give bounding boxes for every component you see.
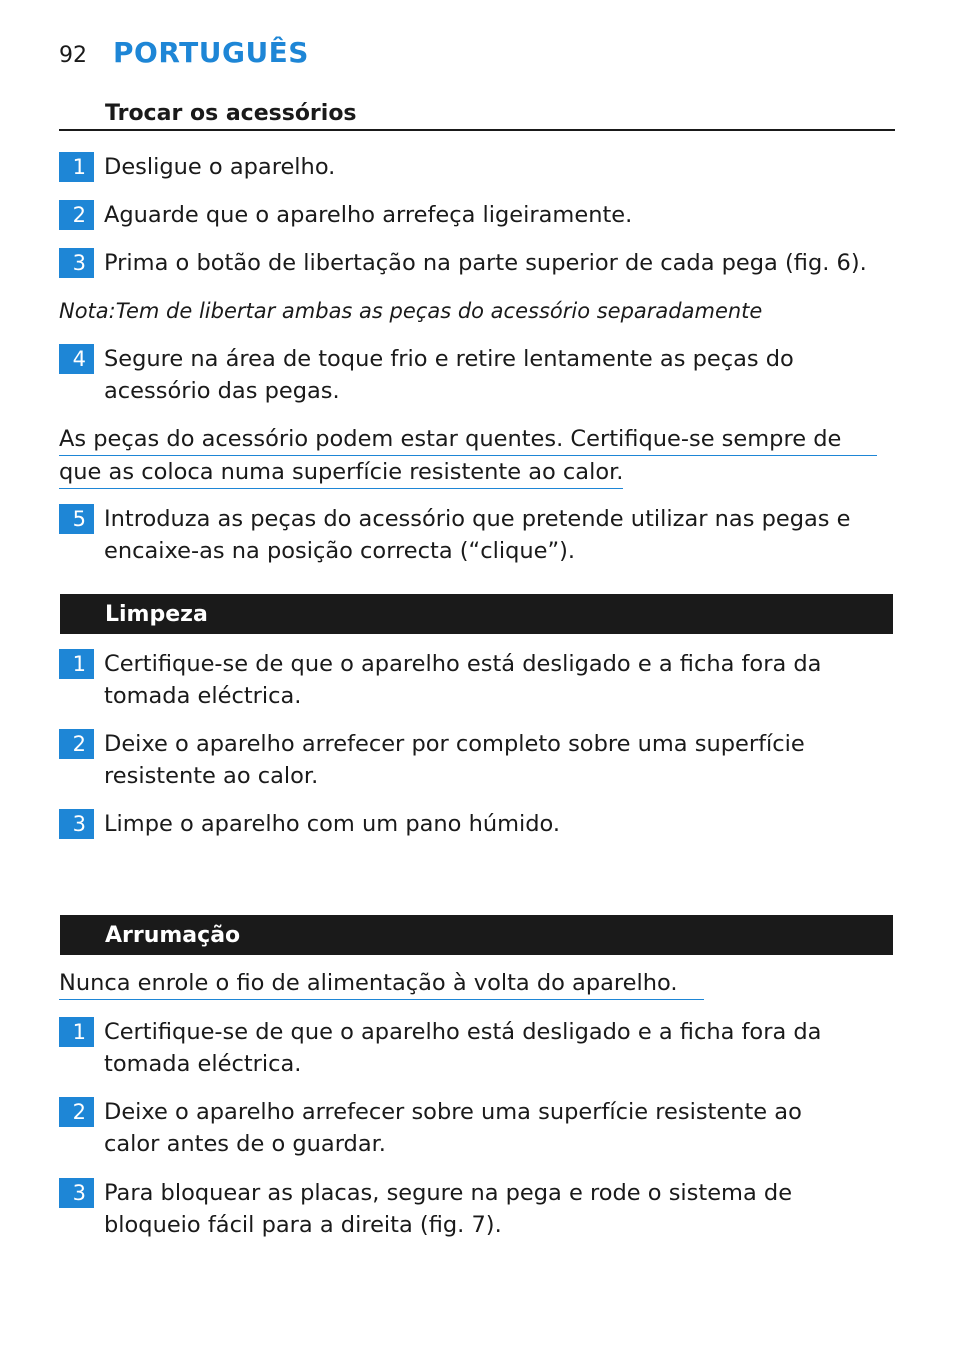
page-number: 92 bbox=[59, 43, 87, 68]
step-line: calor antes de o guardar. bbox=[104, 1131, 386, 1157]
replace-step-3 bbox=[59, 247, 895, 279]
page-header bbox=[59, 36, 309, 70]
step-text: Aguarde que o aparelho arrefeça ligeiramente. bbox=[104, 202, 633, 228]
cleaning-step-3 bbox=[59, 808, 895, 840]
step-text bbox=[104, 648, 821, 712]
warning-cord bbox=[59, 967, 704, 1000]
step-text: Limpe o aparelho com um pano húmido. bbox=[104, 811, 561, 837]
step-text bbox=[104, 1016, 821, 1080]
step-line: Segure na área de toque frio e retire lentamente as peças do bbox=[104, 346, 794, 372]
step-text bbox=[104, 503, 850, 567]
replace-step-5 bbox=[59, 503, 895, 567]
step-number: 2 bbox=[59, 729, 94, 759]
replace-step-2 bbox=[59, 199, 895, 231]
step-text bbox=[104, 343, 794, 407]
section-title-replace-accessories: Trocar os acessórios bbox=[59, 101, 895, 131]
warning-line: As peças do acessório podem estar quentes. Certifique-se sempre de bbox=[59, 424, 877, 456]
step-number: 2 bbox=[59, 1097, 94, 1127]
storage-step-1 bbox=[59, 1016, 895, 1080]
step-text: Desligue o aparelho. bbox=[104, 154, 336, 180]
step-text bbox=[104, 1177, 792, 1241]
cleaning-step-2 bbox=[59, 728, 895, 792]
replace-step-4 bbox=[59, 343, 895, 407]
step-text bbox=[104, 1096, 802, 1160]
section-bar-cleaning: Limpeza bbox=[60, 594, 893, 634]
step-number: 1 bbox=[59, 1017, 94, 1047]
note-text: Nota:Tem de libertar ambas as peças do acessório separadamente bbox=[59, 299, 763, 323]
step-line: acessório das pegas. bbox=[104, 378, 340, 404]
warning-line: que as coloca numa superfície resistente ao calor. bbox=[59, 457, 623, 489]
step-line: tomada eléctrica. bbox=[104, 683, 302, 709]
step-number: 2 bbox=[59, 200, 94, 230]
step-number: 1 bbox=[59, 649, 94, 679]
replace-step-1 bbox=[59, 151, 895, 183]
warning-hot-parts bbox=[59, 423, 877, 489]
step-number: 5 bbox=[59, 504, 94, 534]
step-line: Certifique-se de que o aparelho está desligado e a ficha fora da bbox=[104, 1019, 822, 1045]
step-line: Deixe o aparelho arrefecer por completo sobre uma superfície bbox=[104, 731, 805, 757]
step-number: 3 bbox=[59, 809, 94, 839]
step-line: Deixe o aparelho arrefecer sobre uma superfície resistente ao bbox=[104, 1099, 802, 1125]
step-text: Prima o botão de libertação na parte superior de cada pega (fig. 6). bbox=[104, 250, 867, 276]
step-line: encaixe-as na posição correcta (“clique”). bbox=[104, 538, 576, 564]
section-bar-storage: Arrumação bbox=[60, 915, 893, 955]
step-number: 3 bbox=[59, 248, 94, 278]
step-line: bloqueio fácil para a direita (fig. 7). bbox=[104, 1212, 502, 1238]
step-number: 4 bbox=[59, 344, 94, 374]
step-number: 1 bbox=[59, 152, 94, 182]
cleaning-step-1 bbox=[59, 648, 895, 712]
step-line: Para bloquear as placas, segure na pega e rode o sistema de bbox=[104, 1180, 793, 1206]
step-line: tomada eléctrica. bbox=[104, 1051, 302, 1077]
storage-step-3 bbox=[59, 1177, 895, 1241]
step-line: Certifique-se de que o aparelho está desligado e a ficha fora da bbox=[104, 651, 822, 677]
storage-step-2 bbox=[59, 1096, 895, 1160]
language-title: PORTUGUÊS bbox=[113, 36, 309, 69]
step-text bbox=[104, 728, 805, 792]
warning-line: Nunca enrole o fio de alimentação à volta do aparelho. bbox=[59, 968, 704, 1000]
step-line: Introduza as peças do acessório que pretende utilizar nas pegas e bbox=[104, 506, 851, 532]
step-line: resistente ao calor. bbox=[104, 763, 319, 789]
step-number: 3 bbox=[59, 1178, 94, 1208]
